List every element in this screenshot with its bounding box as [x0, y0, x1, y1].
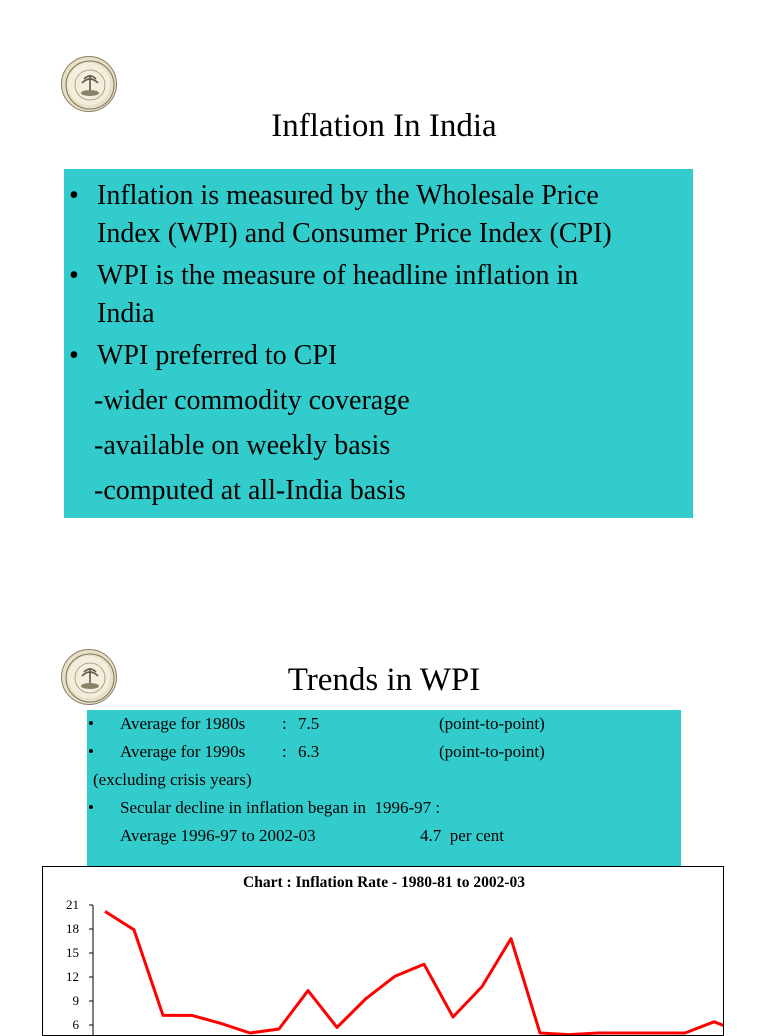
bullet-marker: • [88, 713, 94, 735]
bullet-marker: • [69, 337, 79, 375]
wpi-trends-box [87, 710, 681, 868]
avg-1980s-value: 7.5 [298, 713, 319, 735]
bullet-line: WPI preferred to CPI [97, 337, 687, 375]
y-tick-label: 15 [66, 945, 79, 960]
avg-1980s-separator: : [282, 713, 287, 735]
y-tick-label: 12 [66, 969, 79, 984]
excluding-note: (excluding crisis years) [93, 769, 252, 791]
bullet-line: Inflation is measured by the Wholesale Price [97, 177, 687, 215]
avg-1990s-separator: : [282, 741, 287, 763]
bullet-item [97, 177, 687, 253]
bullet-marker: • [69, 177, 79, 215]
y-tick-label: 18 [66, 921, 79, 936]
page-title: Trends in WPI [0, 660, 768, 700]
sub-point: -wider commodity coverage [94, 382, 410, 420]
sub-point: -available on weekly basis [94, 427, 390, 465]
bullet-box [64, 169, 693, 518]
rbi-seal-logo [61, 56, 117, 112]
chart-title: Chart : Inflation Rate - 1980-81 to 2002-03 [43, 873, 724, 893]
bullet-marker: • [88, 797, 94, 819]
bullet-marker: • [69, 257, 79, 295]
avg-1980s-note: (point-to-point) [439, 713, 545, 735]
chart-plot [43, 867, 724, 1036]
y-tick-label: 21 [66, 897, 79, 912]
bullet-line: India [97, 295, 687, 333]
avg-range-value: 4.7 per cent [420, 825, 504, 847]
y-tick-label: 6 [73, 1017, 80, 1032]
slide-2 [0, 640, 768, 1024]
bullet-item [97, 337, 687, 375]
avg-1980s-label: Average for 1980s [120, 713, 245, 735]
avg-1990s-note: (point-to-point) [439, 741, 545, 763]
inflation-chart [42, 866, 724, 1036]
bullet-marker: • [88, 741, 94, 763]
avg-range-label: Average 1996-97 to 2002-03 [120, 825, 316, 847]
avg-1990s-label: Average for 1990s [120, 741, 245, 763]
secular-decline-text: Secular decline in inflation began in 1996-97 : [120, 797, 440, 819]
bullet-line: WPI is the measure of headline inflation in [97, 257, 687, 295]
y-tick-label: 9 [73, 993, 80, 1008]
page-title: Inflation In India [0, 106, 768, 146]
avg-1990s-value: 6.3 [298, 741, 319, 763]
series-line [105, 911, 724, 1034]
bullet-item [97, 257, 687, 333]
bullet-line: Index (WPI) and Consumer Price Index (CPI) [97, 215, 687, 253]
sub-point: -computed at all-India basis [94, 472, 406, 510]
